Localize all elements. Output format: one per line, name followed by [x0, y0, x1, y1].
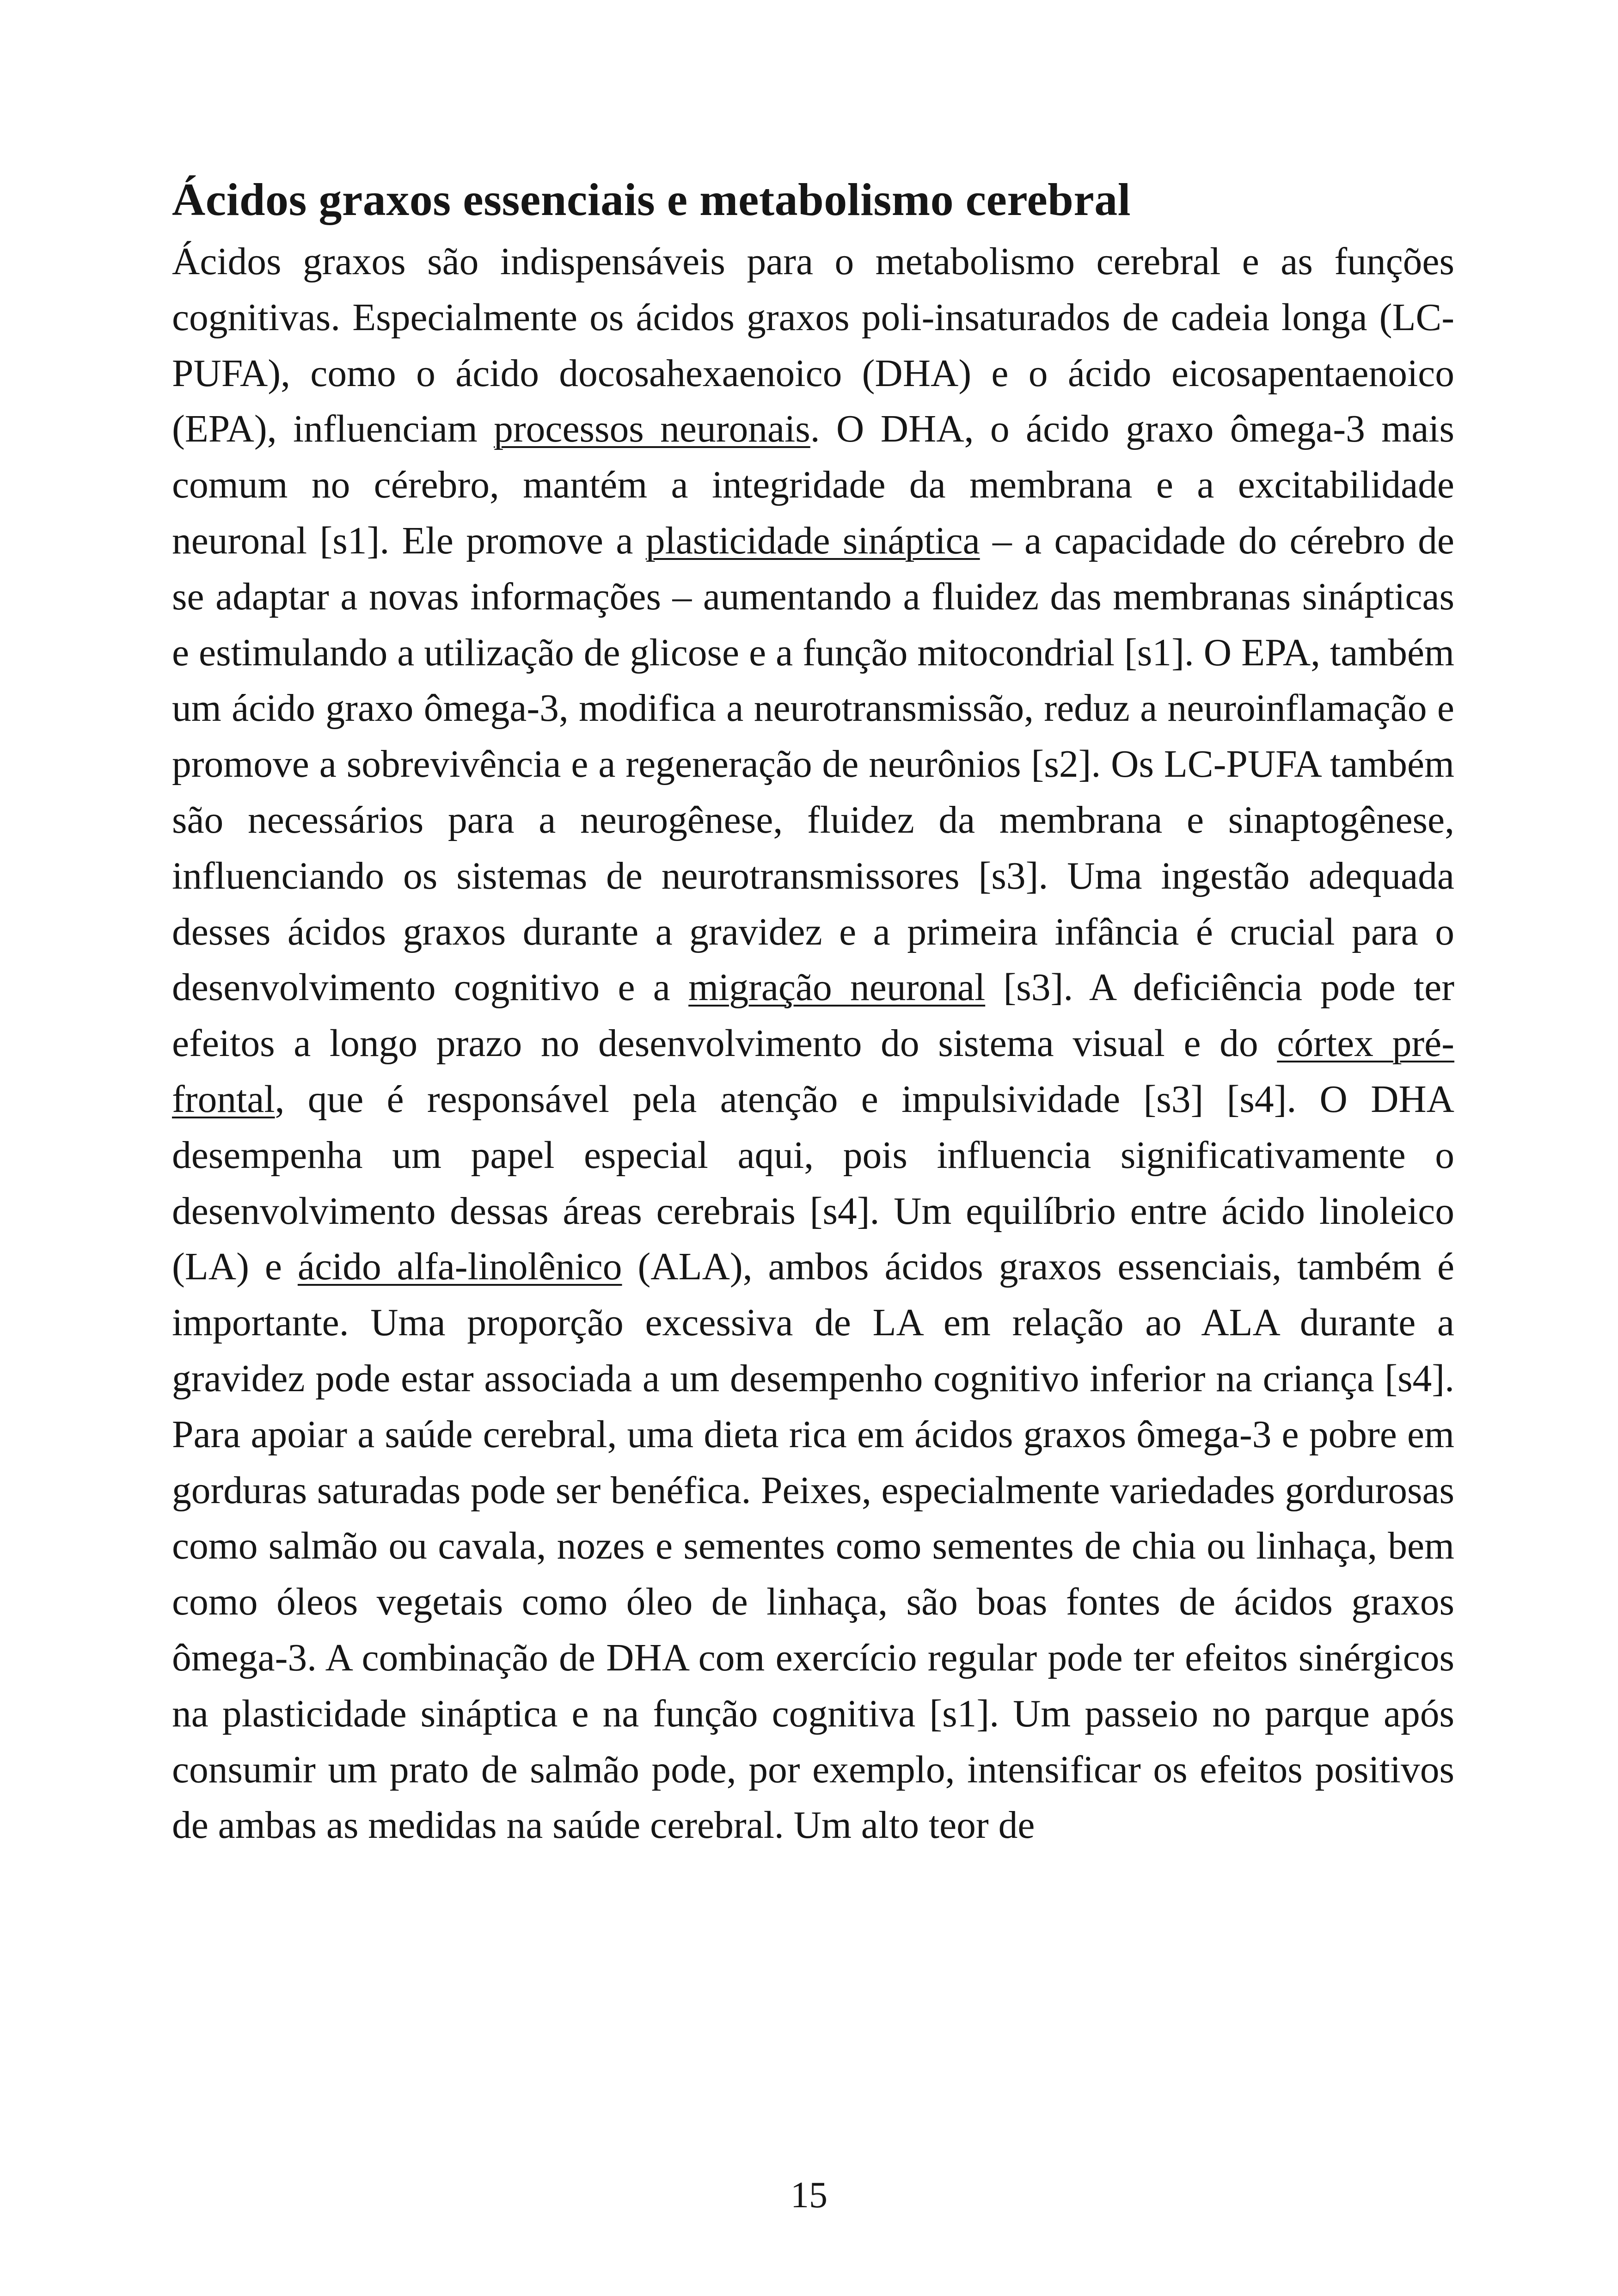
- paragraph-text: Ácidos graxos são indispensáveis para o metabolismo cerebral e as funções cognitivas. Especialmente os ácidos graxos poli-insaturados de cadeia longa (LC-PUFA), como o ácido docosahexaenoico (DHA) e o ácido eicosapentaenoico (EPA), influenciam: [172, 240, 1454, 451]
- underlined-term: processos neuronais: [494, 408, 810, 451]
- page-number: 15: [791, 2175, 827, 2216]
- paragraph-text: (ALA), ambos ácidos graxos essenciais, também é importante. Uma proporção excessiva de LA em relação ao ALA durante a gravidez pode estar associada a um desempenho cognitivo inferior na criança [s4]. Para apoiar a saúde cerebral, uma dieta rica em ácidos graxos ômega-3 e pobre em gorduras saturadas pode ser benéfica. Peixes, especialmente variedades gordurosas como salmão ou cavala, nozes e sementes como sementes de chia ou linhaça, bem como óleos vegetais como óleo de linhaça, são boas fontes de ácidos graxos ômega-3. A combinação de DHA com exercício regular pode ter efeitos sinérgicos na plasticidade sináptica e na função cognitiva [s1]. Um passeio no parque após consumir um prato de salmão pode, por exemplo, intensificar os efeitos positivos de ambas as medidas na saúde cerebral. Um alto teor de: [172, 1246, 1455, 1847]
- paragraph-text: . O DHA, o ácido graxo ômega-3 mais comum no cérebro, mantém a integridade da membrana e a excitabilidade neuronal [s1]. Ele promove a: [172, 408, 1454, 562]
- body-paragraph: [172, 234, 1454, 1854]
- underlined-term: córtex pré-frontal: [172, 1022, 1454, 1121]
- paragraph-text: – a capacidade do cérebro de se adaptar a novas informações – aumentando a fluidez das membranas sinápticas e estimulando a utilização de glicose e a função mitocondrial [s1]. O EPA, também um ácido graxo ômega-3, modifica a neurotransmissão, reduz a neuroinflamação e promove a sobrevivência e a regeneração de neurônios [s2]. Os LC-PUFA também são necessários para a neurogênese, fluidez da membrana e sinaptogênese, influenciando os sistemas de neurotransmissores [s3]. Uma ingestão adequada desses ácidos graxos durante a gravidez e a primeira infância é crucial para o desenvolvimento cognitivo e a: [172, 519, 1454, 1009]
- underlined-term: ácido alfa-linolênico: [297, 1246, 622, 1289]
- underlined-term: migração neuronal: [688, 966, 986, 1009]
- paragraph-text: [s3]. A deficiência pode ter efeitos a longo prazo no desenvolvimento do sistema visual e do: [172, 966, 1454, 1065]
- page-body: [172, 172, 1454, 1854]
- underlined-term: plasticidade sináptica: [645, 519, 980, 562]
- paragraph-text: , que é responsável pela atenção e impulsividade [s3] [s4]. O DHA desempenha um papel especial aqui, pois influencia significativamente o desenvolvimento dessas áreas cerebrais [s4]. Um equilíbrio entre ácido linoleico (LA) e: [172, 1078, 1454, 1289]
- section-heading: Ácidos graxos essenciais e metabolismo cerebral: [172, 174, 1131, 225]
